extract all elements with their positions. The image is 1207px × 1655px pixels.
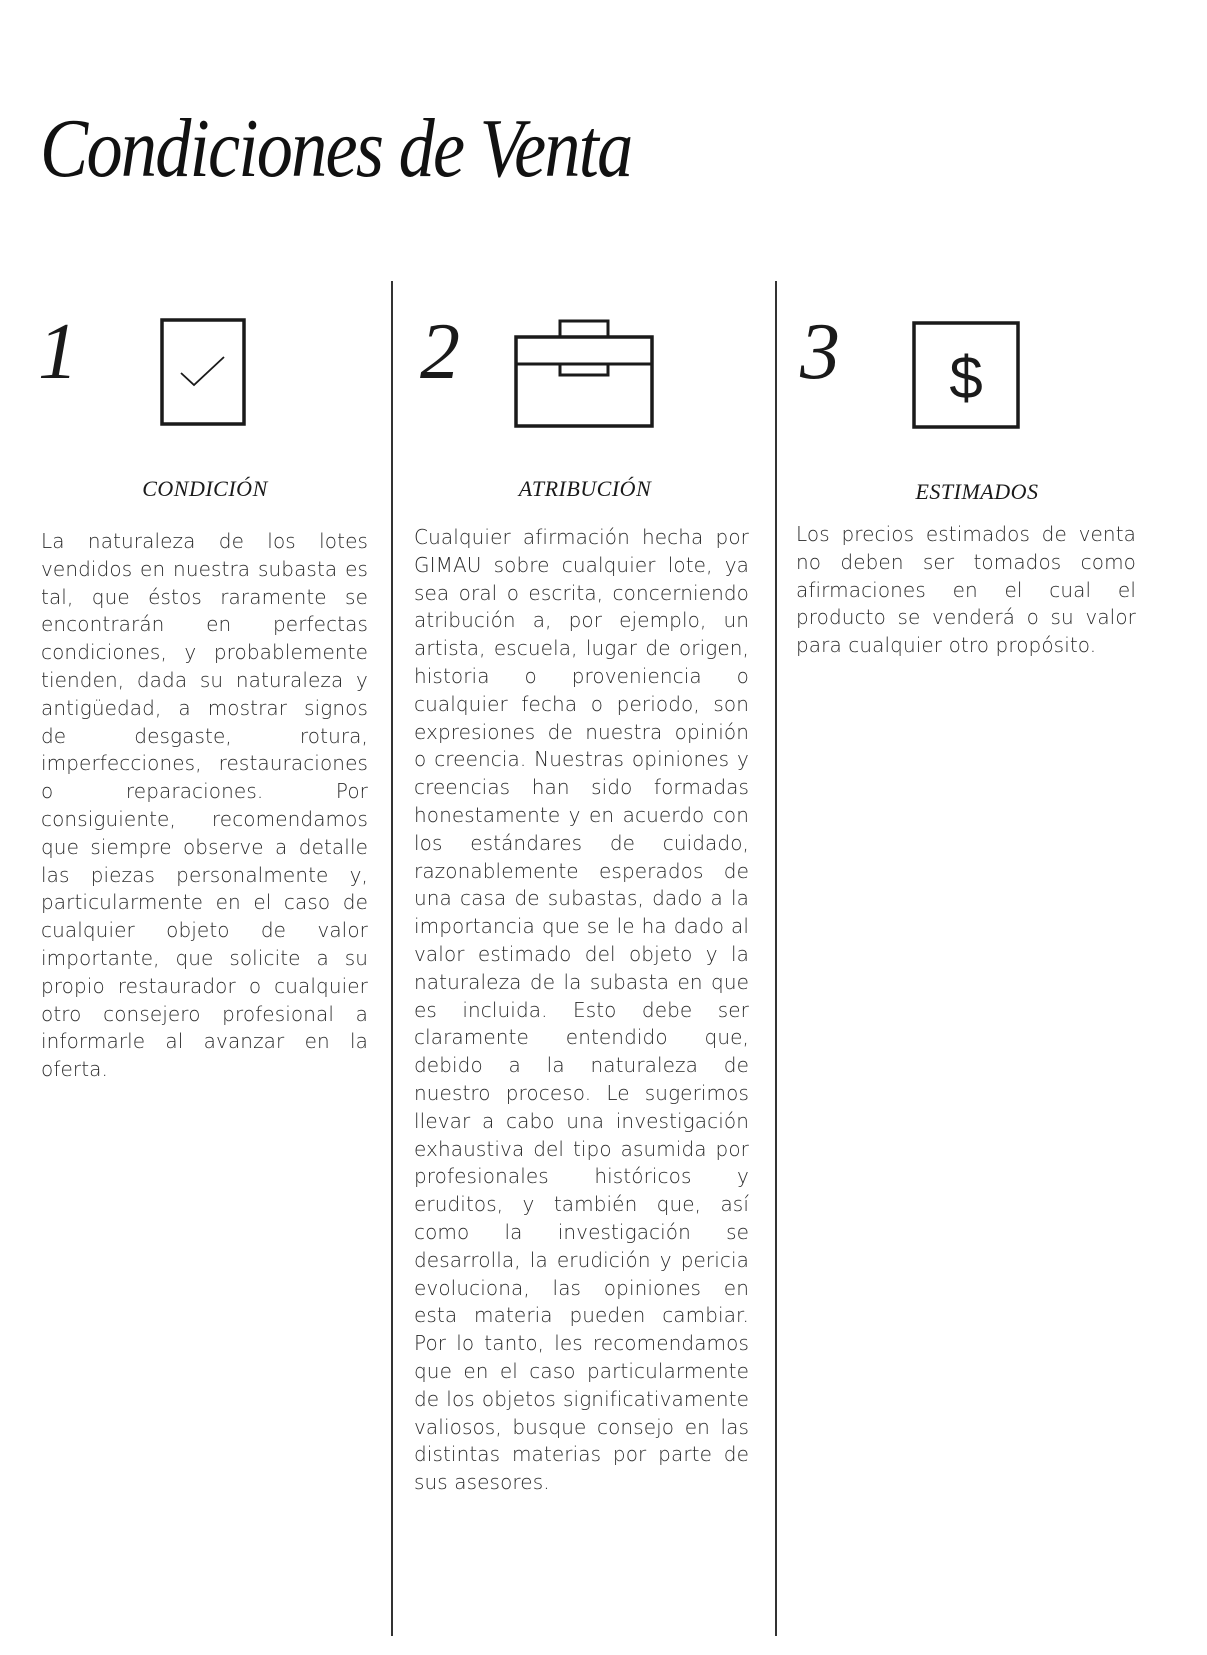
- svg-text:$: $: [949, 344, 983, 411]
- column-number: 2: [420, 308, 460, 396]
- column-number: 1: [38, 308, 78, 396]
- column-heading: ATRIBUCIÓN: [518, 476, 652, 501]
- dollar-icon: [912, 321, 1020, 429]
- column-body: Cualquier afirmación hecha por GIMAU sobre cualquier lote, ya sea oral o escrita, concerniendo atribución a, por ejemplo, un artista, escuela, lugar de origen, historia o proveniencia o cualquier fecha o periodo, son expresiones de nuestra opinión o creencia. Nuestras opiniones y creencias han sido formadas honestamente y en acuerdo con los estándares de cuidado, razonablemente esperados de una casa de subastas, dado a la importancia que se le ha dado al valor estimado del objeto y la naturaleza de la subasta en que es incluida. Esto debe ser claramente entendido que, debido a la naturaleza de nuestro proceso. Le sugerimos llevar a cabo una investigación exhaustiva del tipo asumida por profesionales históricos y eruditos, y también que, así como la investigación se desarrolla, la erudición y pericia evoluciona, las opiniones en esta materia pueden cambiar. Por lo tanto, les recomendamos que en el caso particularmente de los objetos significativamente valiosos, busque consejo en las distintas materias por parte de sus asesores.: [414, 525, 749, 1495]
- briefcase-icon: [513, 318, 655, 430]
- column-heading: ESTIMADOS: [915, 479, 1039, 504]
- column-heading: CONDICIÓN: [142, 476, 268, 501]
- checkbox-check-icon: [160, 318, 246, 428]
- column-body: La naturaleza de los lotes vendidos en nuestra subasta es tal, que éstos raramente se encontrarán en perfectas condiciones, y probablemente tienden, dada su naturaleza y antigüedad, a mostrar signos de desgaste, rotura, imperfecciones, restauraciones o reparaciones. Por consiguiente, recomendamos que siempre observe a detalle las piezas personalmente y, particularmente en el caso de cualquier objeto de valor importante, que solicite a su propio restaurador o cualquier otro consejero profesional a informarle al avanzar en la oferta.: [41, 529, 368, 1082]
- page-title: Condiciones de Venta: [40, 102, 632, 195]
- column-divider-2: [775, 281, 777, 1636]
- column-number: 3: [800, 308, 840, 396]
- column-divider-1: [391, 281, 393, 1636]
- column-body: Los precios estimados de venta no deben ser tomados como afirmaciones en el cual el producto se venderá o su valor para cualquier otro propósito.: [796, 522, 1136, 658]
